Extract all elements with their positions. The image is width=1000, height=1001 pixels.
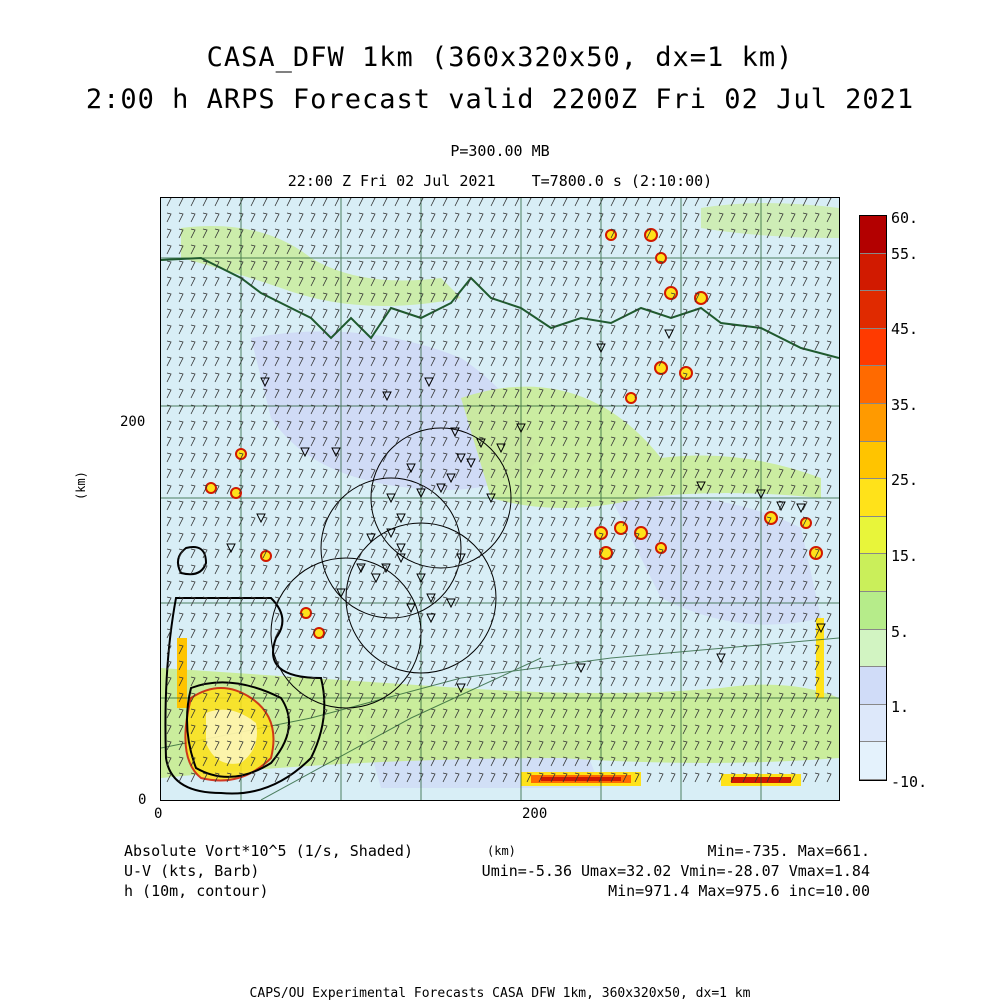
colorbar-segment xyxy=(860,329,886,367)
colorbar-segment xyxy=(860,479,886,517)
title-line-2: 2:00 h ARPS Forecast valid 2200Z Fri 02 Jul 2021 xyxy=(85,84,915,115)
colorbar-segment xyxy=(860,517,886,555)
colorbar-label: 1. xyxy=(891,698,910,716)
map-plot xyxy=(160,197,840,801)
valid-time-label: 22:00 Z Fri 02 Jul 2021 T=7800.0 s (2:10:00) xyxy=(287,172,713,190)
colorbar-label: -10. xyxy=(891,773,928,791)
x-axis-label: (km) xyxy=(487,844,516,858)
colorbar-label: 55. xyxy=(891,245,919,263)
colorbar-label: 25. xyxy=(891,471,919,489)
colorbar-label: 5. xyxy=(891,623,910,641)
height-min-max: Min=971.4 Max=975.6 inc=10.00 xyxy=(608,882,870,900)
colorbar-segment xyxy=(860,254,886,292)
colorbar-label: 60. xyxy=(891,209,919,227)
colorbar-label: 15. xyxy=(891,547,919,565)
x-tick-0: 0 xyxy=(154,806,163,822)
legend-vorticity: Absolute Vort*10^5 (1/s, Shaded) xyxy=(124,842,413,860)
colorbar-segment xyxy=(860,554,886,592)
colorbar-segment xyxy=(860,705,886,743)
wind-min-max: Umin=-5.36 Umax=32.02 Vmin=-28.07 Vmax=1.84 xyxy=(481,862,870,880)
colorbar-segment xyxy=(860,366,886,404)
y-axis-label: (km) xyxy=(74,471,88,500)
legend-height: h (10m, contour) xyxy=(124,882,269,900)
colorbar-label: 45. xyxy=(891,320,919,338)
pressure-level-label: P=300.00 MB xyxy=(450,142,550,160)
colorbar-segment xyxy=(860,592,886,630)
colorbar-segment xyxy=(860,742,886,780)
colorbar-segment xyxy=(860,404,886,442)
legend-wind: U-V (kts, Barb) xyxy=(124,862,260,880)
credit-line: CAPS/OU Experimental Forecasts CASA DFW 1km, 360x320x50, dx=1 km xyxy=(249,986,751,1001)
colorbar-segment xyxy=(860,291,886,329)
colorbar-segment xyxy=(860,442,886,480)
colorbar-label: 35. xyxy=(891,396,919,414)
map-canvas xyxy=(161,198,839,800)
colorbar-segment xyxy=(860,630,886,668)
vorticity-min-max: Min=-735. Max=661. xyxy=(707,842,870,860)
y-tick-200: 200 xyxy=(120,414,146,430)
y-tick-0: 0 xyxy=(138,792,147,808)
colorbar-segment xyxy=(860,667,886,705)
title-line-1: CASA_DFW 1km (360x320x50, dx=1 km) xyxy=(206,42,794,73)
colorbar-segment xyxy=(860,216,886,254)
x-tick-200: 200 xyxy=(522,806,548,822)
colorbar xyxy=(859,215,887,781)
